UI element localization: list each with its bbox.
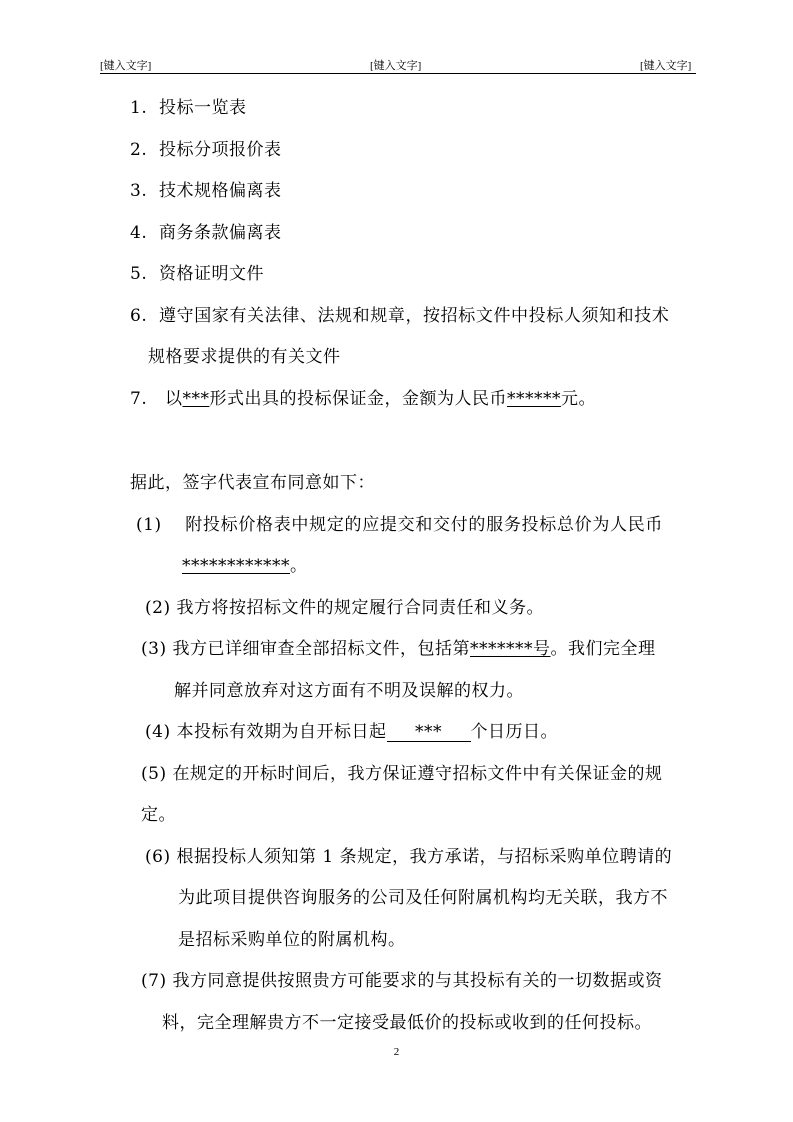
list-item-number: 6. (130, 306, 148, 326)
clause-1: (1) 附投标价格表中规定的应提交和交付的服务投标总价为人民币 (136, 515, 664, 535)
intro-text: 据此，签字代表宣布同意如下： (130, 473, 375, 493)
guarantee-form: *** (182, 389, 210, 409)
clause-number: (3) (141, 639, 167, 659)
tender-document-number: *******号 (470, 639, 551, 659)
clause-5: (5) 在规定的开标时间后，我方保证遵守招标文件中有关保证金的规 (141, 764, 663, 784)
clause-number: (2) (145, 598, 171, 618)
list-item-3 (130, 180, 282, 202)
list-item-5 (130, 263, 264, 285)
list-item-1 (130, 97, 247, 119)
list-item-number: 4. (130, 223, 148, 243)
header-left: [键入文字] (100, 60, 152, 72)
list-item-number: 2. (130, 140, 148, 160)
list-item-2 (130, 139, 282, 161)
list-item-text: 技术规格偏离表 (159, 181, 282, 201)
list-item-number: 1. (130, 98, 148, 118)
total-price-amount: ************ (182, 556, 290, 576)
clause-1-continuation: ************。 (182, 556, 308, 576)
header-rule (100, 73, 696, 74)
clause-3-continuation: 解并同意放弃对这方面有不明及误解的权力。 (174, 681, 524, 701)
clause-4: (4) 本投标有效期为自开标日起 *** 个日历日。 (145, 722, 558, 742)
clause-7-continuation: 料，完全理解贵方不一定接受最低价的投标或收到的任何投标。 (162, 1013, 652, 1033)
header-center: [键入文字] (370, 60, 422, 72)
list-item-number: 7. (130, 389, 148, 409)
clause-7: (7) 我方同意提供按照贵方可能要求的与其投标有关的一切数据或资 (141, 971, 663, 991)
clause-number: (7) (141, 971, 167, 991)
list-item-6 (130, 305, 669, 327)
clause-number: (6) (145, 847, 171, 867)
list-item-4 (130, 222, 282, 244)
header-right: [键入文字] (640, 60, 692, 72)
clause-6-continuation-1: 为此项目提供咨询服务的公司及任何附属机构均无关联，我方不 (178, 888, 668, 908)
list-item-7: 7. 以***形式出具的投标保证金，金额为人民币******元。 (130, 389, 596, 409)
guarantee-amount: ****** (506, 389, 561, 409)
list-item-number: 5. (130, 264, 148, 284)
clause-3: (3) 我方已详细审查全部招标文件，包括第*******号。我们完全理 (141, 639, 656, 659)
list-item-6-continuation: 规格要求提供的有关文件 (148, 347, 341, 367)
clause-2: (2) 我方将按招标文件的规定履行合同责任和义务。 (145, 598, 544, 618)
list-item-text: 商务条款偏离表 (159, 223, 282, 243)
list-item-text: 资格证明文件 (159, 264, 265, 284)
list-item-text: 遵守国家有关法律、法规和规章，按招标文件中投标人须知和技术 (159, 306, 670, 326)
clause-6-continuation-2: 是招标采购单位的附属机构。 (178, 930, 406, 950)
page-number: 2 (393, 1046, 400, 1058)
clause-5-continuation: 定。 (141, 805, 176, 825)
clause-number: (4) (145, 722, 171, 742)
list-item-number: 3. (130, 181, 148, 201)
list-item-text: 投标一览表 (159, 98, 247, 118)
clause-6: (6) 根据投标人须知第 1 条规定，我方承诺，与招标采购单位聘请的 (145, 847, 673, 867)
validity-days: *** (387, 723, 471, 742)
clause-number: (5) (141, 764, 167, 784)
list-item-text: 投标分项报价表 (159, 140, 282, 160)
clause-number: (1) (136, 515, 162, 535)
